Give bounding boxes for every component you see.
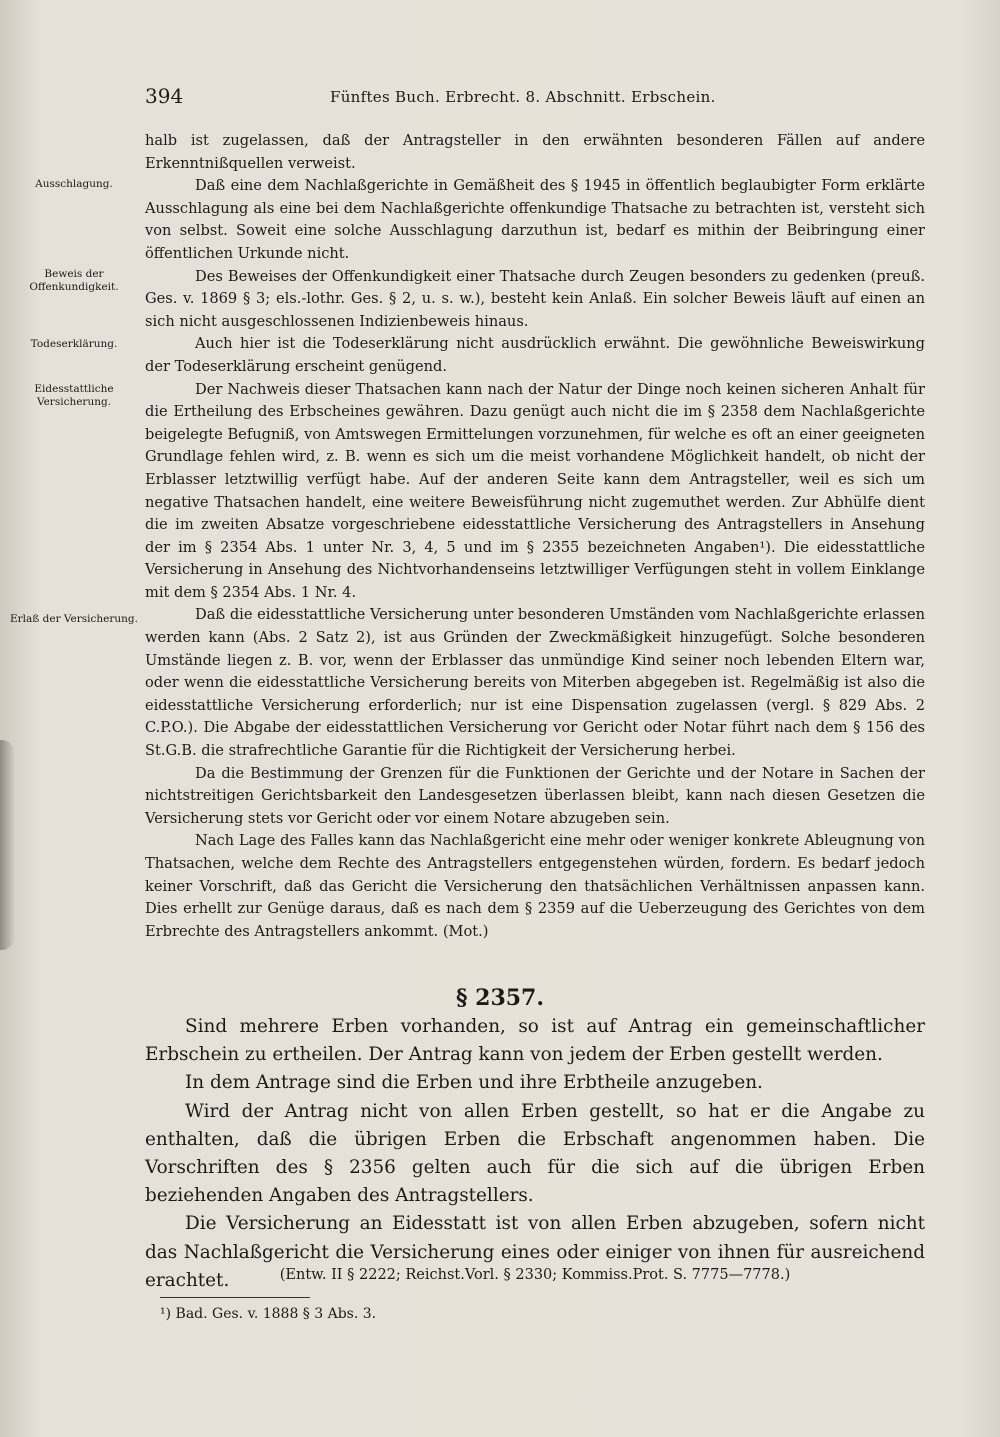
margin-note-erlass: Erlaß der Versicherung. [9,613,138,625]
commentary-text [145,130,925,943]
statute-paragraph: Sind mehrere Erben vorhanden, so ist auf Antrag ein gemeinschaftlicher Erbschein zu ertheilen. Der Antrag kann von jedem der Erben gestellt werden. [145,1016,925,1066]
statute-paragraph: Die Versicherung an Eidesstatt ist von allen Erben abzugeben, sofern nicht das Nachlaßgericht die Versicherung eines oder einiger von ihnen für ausreichend erachtet. [145,1213,925,1291]
source-citation: (Entw. II § 2222; Reichst.Vorl. § 2330; Kommiss.Prot. S. 7775—7778.) [279,1267,791,1283]
paragraph: Daß die eidesstattliche Versicherung unter besonderen Umständen vom Nachlaßgerichte erlassen werden kann (Abs. 2 Satz 2), ist aus Gründen der Zweckmäßigkeit hinzugefügt. Solche besonderen Umstände liegen z. B. vor, wenn der Erblasser das unmündige Kind seiner noch lebenden Eltern war, oder wenn die eidesstattliche Versicherung bereits von Miterben abgegeben ist. Regelmäßig ist also die eidesstattliche Versicherung erforderlich; nur ist eine Dispensation zugelassen (vergl. § 829 Abs. 2 C.P.O.). Die Abgabe der eidesstattlichen Versicherung vor Gericht oder Notar führt nach dem § 156 des St.G.B. die strafrechtliche Garantie für die Richtigkeit der Versicherung herbei. [145,606,925,760]
section-heading: § 2357. [455,985,545,1011]
margin-note-ausschlagung: Ausschlagung. [35,178,113,190]
paragraph: Da die Bestimmung der Grenzen für die Funktionen der Gerichte und der Notare in Sachen der nichtstreitigen Gerichtsbarkeit den Landesgesetzen überlassen bleibt, kann nach diesen Gesetzen die Versicherung stets vor Gericht oder vor einem Notare abzugeben sein. [145,764,925,827]
page-edge-shadow [0,740,14,950]
margin-note-todeserklaerung: Todeserklärung. [30,338,118,350]
statute-paragraph: In dem Antrage sind die Erben und ihre Erbtheile anzugeben. [185,1072,763,1094]
statute-paragraph: Wird der Antrag nicht von allen Erben gestellt, so hat er die Angabe zu enthalten, daß die übrigen Erben die Erbschaft angenommen haben. Die Vorschriften des § 2356 gelten auch für die sich auf die übrigen Erben beziehenden Angaben des Antragstellers. [145,1100,925,1207]
paragraph: Auch hier ist die Todeserklärung nicht ausdrücklich erwähnt. Die gewöhnliche Beweiswirkung der Todeserklärung erscheint genügend. [145,335,925,375]
paragraph: Daß eine dem Nachlaßgerichte in Gemäßheit des § 1945 in öffentlich beglaubigter Form erklärte Ausschlagung als eine bei dem Nachlaßgerichte offenkundige Thatsache zu betrachten ist, versteht sich von selbst. Soweit eine solche Ausschlagung darzuthun ist, bedarf es mithin der Beibringung einer öffentlichen Urkunde nicht. [145,177,925,262]
margin-note-eidesstattliche: Eidesstattliche Versicherung. [34,383,114,408]
paragraph: Nach Lage des Falles kann das Nachlaßgericht eine mehr oder weniger konkrete Ableugnung von Thatsachen, welche dem Rechte des Antragstellers entgegenstehen würden, fordern. Es bedarf jedoch keiner Vorschrift, daß das Gericht die Versicherung den thatsächlichen Verhältnissen anpassen kann. Dies erhellt zur Genüge daraus, daß es nach dem § 2359 auf die Ueberzeugung des Gerichtes von dem Erbrechte des Antragstellers ankommt. (Mot.) [145,832,925,940]
paragraph: Des Beweises der Offenkundigkeit einer Thatsache durch Zeugen besonders zu gedenken (preuß. Ges. v. 1869 § 3; els.-lothr. Ges. § 2, u. s. w.), besteht kein Anlaß. Ein solcher Beweis läuft auf einen an sich nicht ausgeschlossenen Indizienbeweis hinaus. [145,267,925,330]
margin-note-beweis: Beweis der Offenkundigkeit. [29,268,119,293]
footnote: ¹) Bad. Ges. v. 1888 § 3 Abs. 3. [160,1306,377,1322]
statute-text [145,1013,925,1295]
running-title: Fünftes Buch. Erbrecht. 8. Abschnitt. Erbschein. [330,88,716,106]
paragraph: halb ist zugelassen, daß der Antragsteller in den erwähnten besonderen Fällen auf andere Erkenntnißquellen verweist. [145,132,925,172]
page-number: 394 [145,84,184,108]
paragraph: Der Nachweis dieser Thatsachen kann nach der Natur der Dinge noch keinen sicheren Anhalt für die Ertheilung des Erbscheines gewähren. Dazu genügt auch nicht die im § 2358 dem Nachlaßgerichte beigelegte Befugniß, von Amtswegen Ermittelungen vorzunehmen, für welche es oft an einer geeigneten Grundlage fehlen wird, z. B. wenn es sich um die meist vorhandene Möglichkeit handelt, ob nicht der Erblasser letztwillig verfügt habe. Auf der anderen Seite kann dem Antragsteller, weil es sich um negative Thatsachen handelt, eine weitere Beweisführung nicht zugemuthet werden. Zur Abhülfe dient die im zweiten Absatze vorgeschriebene eidesstattliche Versicherung des Antragstellers in Ansehung der im § 2354 Abs. 1 unter Nr. 3, 4, 5 und im § 2355 bezeichneten Angaben¹). Die eidesstattliche Versicherung in Ansehung des Nichtvorhandenseins letztwilliger Verfügungen steht in vollem Einklange mit dem § 2354 Abs. 1 Nr. 4. [145,380,925,601]
footnote-divider [160,1297,310,1298]
page-header [145,84,925,114]
